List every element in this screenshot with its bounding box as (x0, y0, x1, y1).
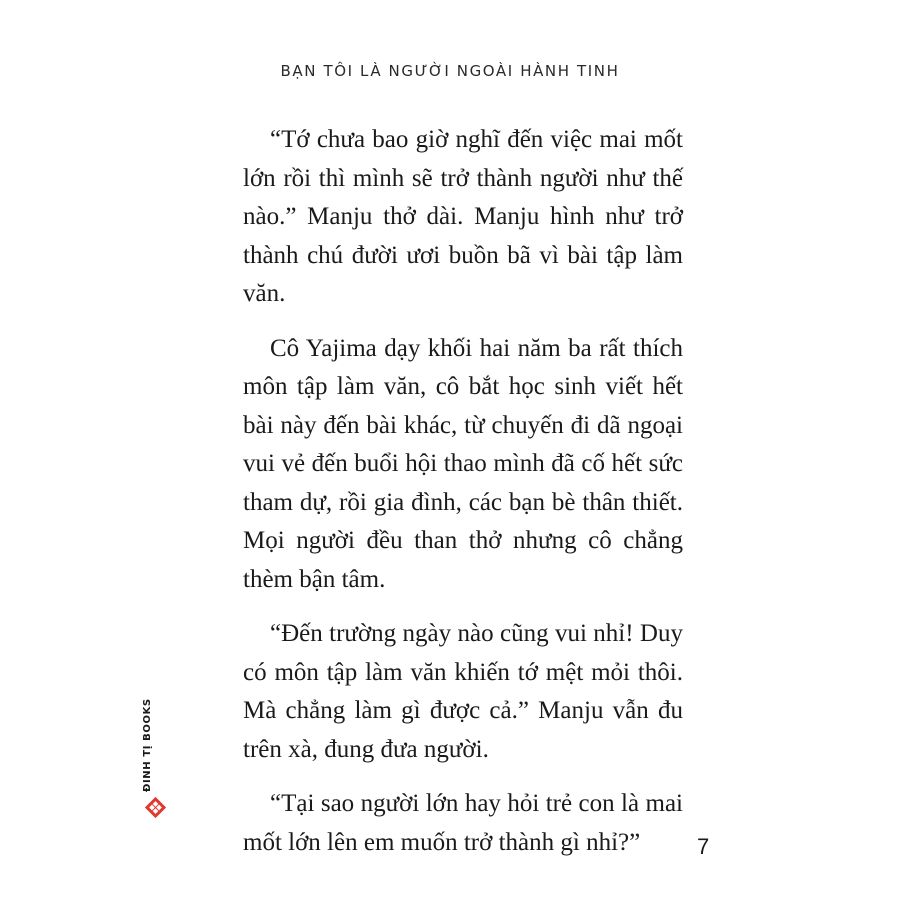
logo-square-icon (149, 805, 155, 811)
publisher-name: ĐINH TỊ BOOKS (142, 698, 153, 792)
paragraph-2: Cô Yajima dạy khối hai năm ba rất thích môn tập làm văn, cô bắt học sinh viết hết bài này đến bài khác, từ chuyến đi dã ngoại vui vẻ đến buổi hội thao mình đã cố hết sức tham dự, rồi gia đình, các bạn bè thân thiết. Mọi người đều than thở nhưng cô chẳng thèm bận tâm. (243, 334, 683, 593)
body-text (243, 121, 683, 878)
paragraph-3: “Đến trường ngày nào cũng vui nhỉ! Duy có môn tập làm văn khiến tớ mệt mỏi thôi. Mà chẳng làm gì được cả.” Manju vẫn đu trên xà, đung đưa người. (243, 620, 683, 763)
paragraph-1: “Tớ chưa bao giờ nghĩ đến việc mai mốt lớn rồi thì mình sẽ trở thành người như thế nào.” Manju thở dài. Manju hình như trở thành chú đười ươi buồn bã vì bài tập làm văn. (243, 126, 683, 307)
page-number: 7 (697, 834, 710, 859)
diamond-grid-logo-icon (145, 797, 166, 818)
logo-square-icon (156, 805, 162, 811)
running-head-title: BẠN TÔI LÀ NGƯỜI NGOÀI HÀNH TINH (280, 62, 620, 80)
paragraph-4: “Tại sao người lớn hay hỏi trẻ con là mai mốt lớn lên em muốn trở thành gì nhỉ?” (243, 790, 683, 856)
